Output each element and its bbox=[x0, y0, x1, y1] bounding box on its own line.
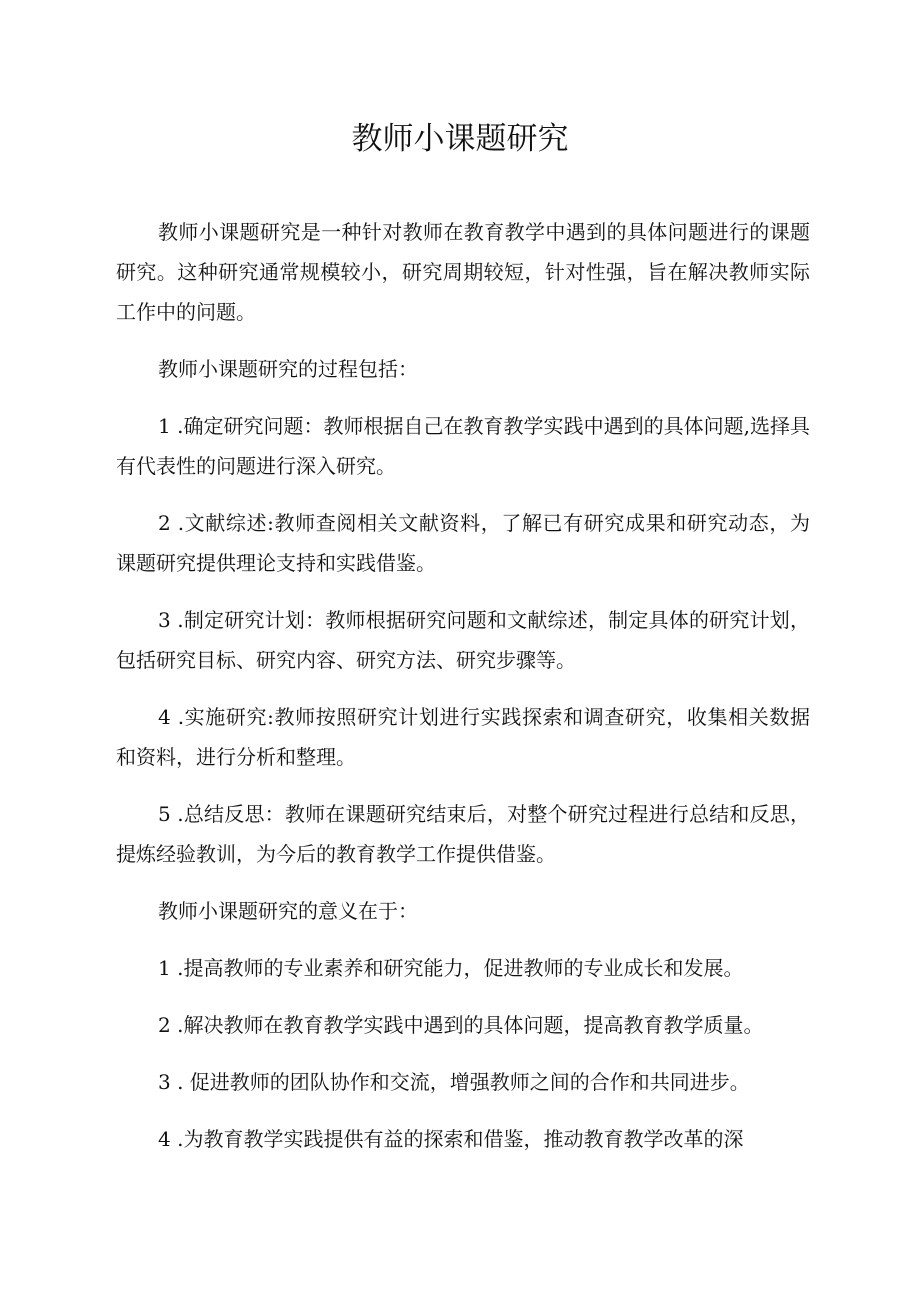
document-body bbox=[116, 212, 810, 1159]
paragraph-significance-3: 3 . 促进教师的团队协作和交流，增强教师之间的合作和共同进步。 bbox=[158, 1070, 750, 1094]
document-title: 教师小课题研究 bbox=[351, 121, 569, 157]
paragraph-significance-4: 4 .为教育教学实践提供有益的探索和借鉴，推动教育教学改革的深 bbox=[158, 1127, 744, 1151]
paragraph-significance-1: 1 .提高教师的专业素养和研究能力，促进教师的专业成长和发展。 bbox=[158, 956, 744, 980]
paragraph-process-step-2: 2 .文献综述:教师查阅相关文献资料，了解已有研究成果和研究动态，为课题研究提供理论支持和实践借鉴。 bbox=[116, 511, 810, 575]
paragraph-process-step-4: 4 .实施研究:教师按照研究计划进行实践探索和调查研究，收集相关数据和资料，进行分析和整理。 bbox=[116, 705, 810, 769]
paragraph-intro: 教师小课题研究是一种针对教师在教育教学中遇到的具体问题进行的课题研究。这种研究通常规模较小，研究周期较短，针对性强，旨在解决教师实际工作中的问题。 bbox=[116, 220, 810, 324]
paragraph-process-heading: 教师小课题研究的过程包括： bbox=[158, 357, 418, 381]
paragraph-process-step-5: 5 .总结反思：教师在课题研究结束后，对整个研究过程进行总结和反思，提炼经验教训，为今后的教育教学工作提供借鉴。 bbox=[116, 802, 810, 866]
paragraph-process-step-3: 3 .制定研究计划：教师根据研究问题和文献综述，制定具体的研究计划，包括研究目标、研究内容、研究方法、研究步骤等。 bbox=[116, 608, 810, 672]
paragraph-process-step-1: 1 .确定研究问题：教师根据自己在教育教学实践中遇到的具体问题,选择具有代表性的问题进行深入研究。 bbox=[116, 414, 810, 478]
paragraph-significance-2: 2 .解决教师在教育教学实践中遇到的具体问题，提高教育教学质量。 bbox=[158, 1013, 764, 1037]
paragraph-significance-heading: 教师小课题研究的意义在于： bbox=[158, 899, 418, 923]
